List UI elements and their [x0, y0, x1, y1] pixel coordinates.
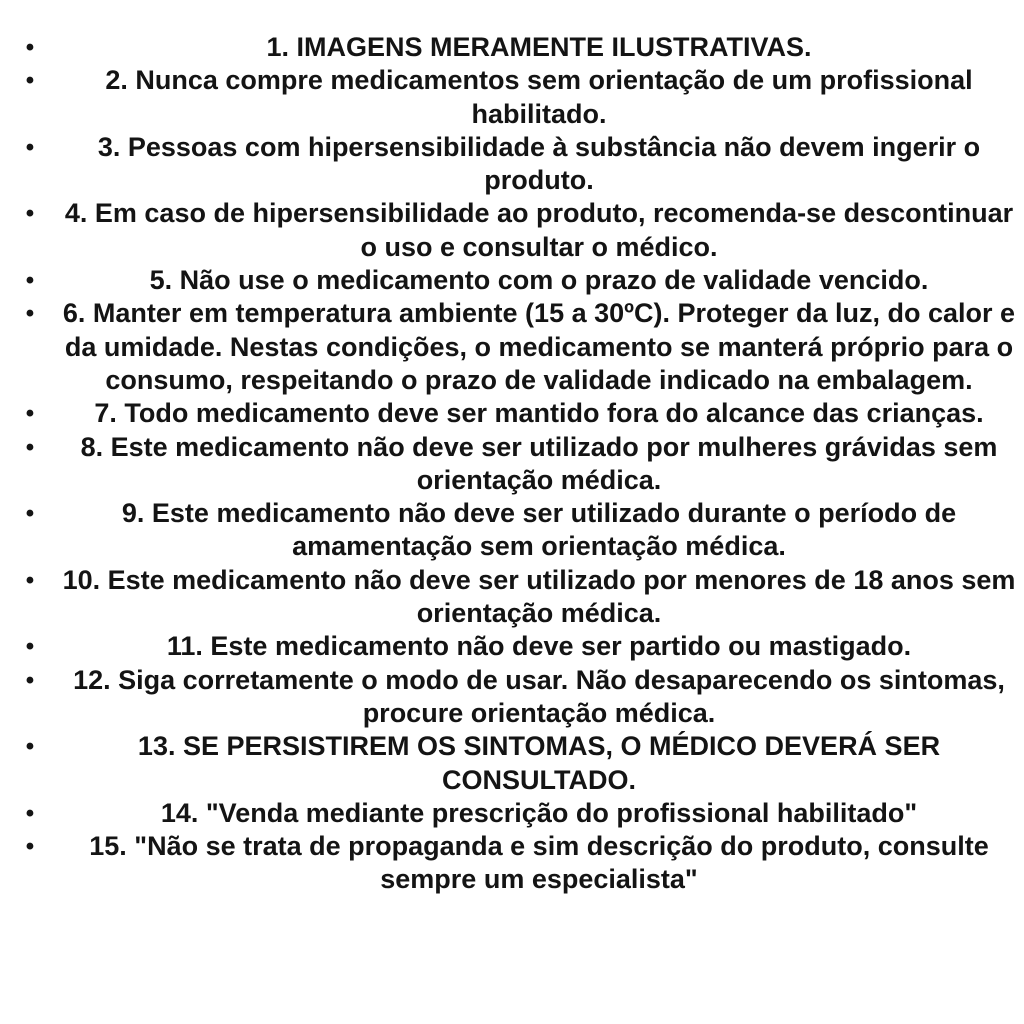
- warning-item-6: [0, 297, 1024, 397]
- bullet-icon: •: [25, 633, 35, 661]
- bullet-icon: •: [25, 200, 35, 228]
- bullet-icon: •: [25, 733, 35, 761]
- warning-text: 1. IMAGENS MERAMENTE ILUSTRATIVAS.: [266, 32, 812, 62]
- bullet-icon: •: [25, 67, 35, 95]
- bullet-icon: •: [25, 799, 35, 827]
- warning-text: 10. Este medicamento não deve ser utilizado por menores de 18 anos sem orientação médica.: [62, 564, 1016, 629]
- bullet-icon: •: [25, 267, 35, 295]
- bullet-icon: •: [25, 34, 35, 61]
- warning-text: 5. Não use o medicamento com o prazo de validade vencido.: [149, 265, 929, 296]
- warning-item-10: [0, 564, 1024, 631]
- warning-item-3: [0, 131, 1024, 198]
- warning-item-5: [0, 264, 1024, 297]
- warning-item-4: [0, 197, 1024, 264]
- warning-text: 11. Este medicamento não deve ser partido ou mastigado.: [166, 631, 912, 662]
- bullet-icon: •: [25, 300, 35, 328]
- warning-item-14: [0, 797, 1024, 830]
- warning-text: 4. Em caso de hipersensibilidade ao produto, recomenda-se descontinuar o uso e consultar o médico.: [64, 198, 1014, 262]
- warning-text: 6. Manter em temperatura ambiente (15 a 30ºC). Proteger da luz, do calor e da umidade. Nestas condições, o medicamento se manterá próprio para o consumo, respeitando o prazo de validade indicado na embalagem.: [62, 298, 1016, 395]
- warning-item-9: [0, 497, 1024, 564]
- warning-text: 15. "Não se trata de propaganda e sim descrição do produto, consulte sempre um especialista": [89, 831, 989, 895]
- bullet-icon: •: [25, 133, 35, 161]
- bullet-icon: •: [25, 833, 35, 861]
- warning-text: 13. SE PERSISTIREM OS SINTOMAS, O MÉDICO DEVERÁ SER CONSULTADO.: [137, 731, 941, 795]
- bullet-icon: •: [25, 666, 35, 694]
- warning-text: 8. Este medicamento não deve ser utilizado por mulheres grávidas sem orientação médica.: [80, 431, 998, 495]
- warning-text: 14. "Venda mediante prescrição do profissional habilitado": [160, 797, 918, 828]
- warning-text: 3. Pessoas com hipersensibilidade à substância não devem ingerir o produto.: [97, 131, 981, 196]
- bullet-icon: •: [25, 400, 35, 428]
- warning-item-15: [0, 830, 1024, 897]
- warnings-list: [0, 31, 1024, 897]
- warning-text: 9. Este medicamento não deve ser utilizado durante o período de amamentação sem orientação médica.: [121, 498, 957, 562]
- warning-item-7: [0, 397, 1024, 430]
- warning-item-11: [0, 630, 1024, 663]
- warning-text: 7. Todo medicamento deve ser mantido fora do alcance das crianças.: [94, 398, 984, 429]
- warning-item-2: [0, 64, 1024, 131]
- bullet-icon: •: [25, 566, 35, 594]
- warning-item-12: [0, 664, 1024, 731]
- warning-item-1: [0, 31, 1024, 64]
- bullet-icon: •: [25, 433, 35, 461]
- bullet-icon: •: [25, 500, 35, 528]
- warning-text: 12. Siga corretamente o modo de usar. Não desaparecendo os sintomas, procure orientação médica.: [73, 664, 1005, 728]
- warning-item-13: [0, 730, 1024, 797]
- warning-text: 2. Nunca compre medicamentos sem orientação de um profissional habilitado.: [105, 65, 973, 129]
- warning-item-8: [0, 431, 1024, 498]
